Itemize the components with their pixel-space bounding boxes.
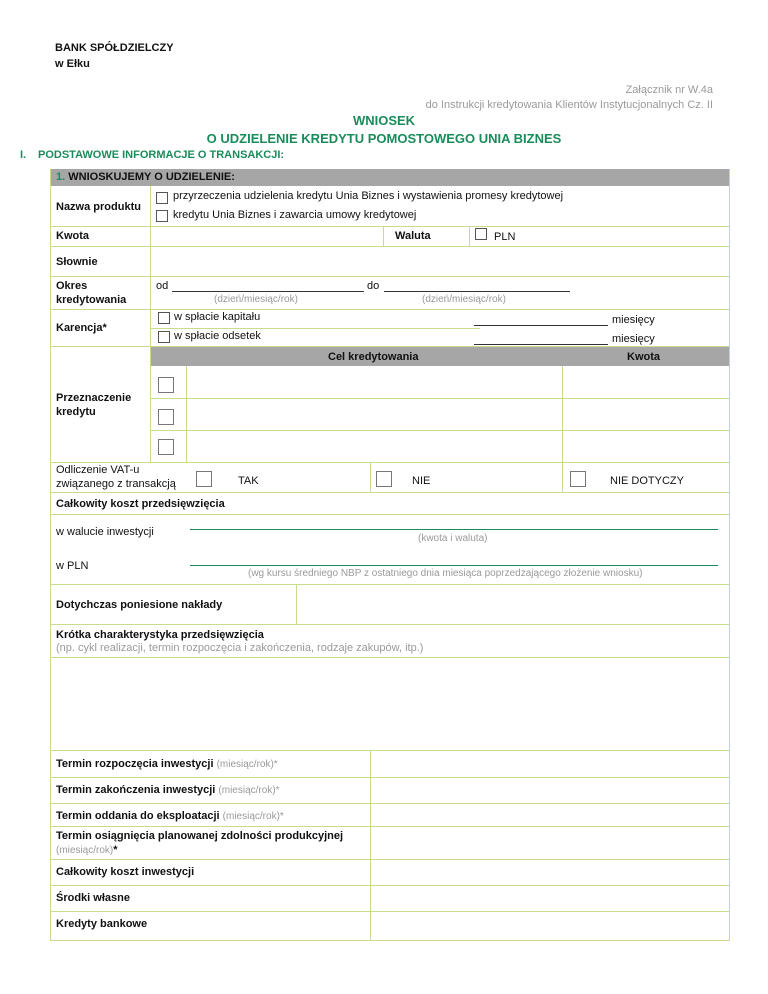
product-option-2-checkbox[interactable] (156, 210, 168, 222)
in-currency-hint: (kwota i waluta) (418, 533, 488, 544)
start-date-hint: (miesiąc/rok)* (216, 759, 278, 770)
vat-na-checkbox[interactable] (570, 471, 586, 487)
vat-yes-label: TAK (238, 475, 259, 487)
in-currency-input[interactable] (190, 529, 718, 530)
label-divider (150, 346, 151, 462)
period-from-hint: (dzień/miesiąc/rok) (214, 294, 298, 305)
period-to-hint: (dzień/miesiąc/rok) (422, 294, 506, 305)
own-funds-input[interactable] (371, 886, 729, 911)
in-pln-hint: (wg kursu średniego NBP z ostatniego dnia miesiąca poprzedzającego złożenie wniosku) (248, 568, 643, 579)
row-divider (150, 328, 480, 329)
label-divider (150, 276, 151, 346)
row-divider (50, 309, 730, 310)
in-pln-input[interactable] (190, 565, 718, 566)
end-date-label (56, 784, 280, 796)
section-number: I. (20, 149, 27, 161)
period-label-line-1: Okres (56, 280, 88, 292)
product-label: Nazwa produktu (56, 201, 141, 213)
capacity-date-hint (56, 844, 118, 856)
col-divider (383, 226, 384, 246)
capacity-date-input[interactable] (371, 827, 729, 859)
vat-label-line-1: Odliczenie VAT-u (56, 464, 140, 476)
table-header-text: WNIOSKUJEMY O UDZIELENIE: (68, 171, 235, 183)
table-header-number: 1. (56, 171, 66, 183)
commission-date-label (56, 810, 284, 822)
period-to-label: do (367, 280, 380, 292)
description-hint: (np. cykl realizacji, termin rozpoczęcia i zakończenia, rodzaje zakupów, itp.) (56, 642, 424, 654)
document-title: WNIOSEK (352, 113, 416, 128)
vat-na-label: NIE DOTYCZY (610, 475, 684, 487)
row-divider (50, 276, 730, 277)
col-divider (562, 366, 563, 462)
end-date-hint: (miesiąc/rok)* (218, 785, 280, 796)
in-currency-label: w walucie inwestycji (56, 526, 154, 538)
in-pln-label: w PLN (56, 560, 89, 572)
col-divider (562, 462, 563, 492)
commission-date-input[interactable] (371, 804, 729, 826)
currency-pln-label: PLN (494, 231, 516, 243)
currency-label: Waluta (395, 230, 431, 242)
start-date-label-text: Termin rozpoczęcia inwestycji (56, 758, 214, 770)
purpose-row-3-checkbox[interactable] (158, 439, 174, 455)
capacity-date-hint-text: (miesiąc/rok) (56, 845, 114, 856)
period-label-line-2: kredytowania (56, 294, 127, 306)
vat-no-checkbox[interactable] (376, 471, 392, 487)
table-left-border (50, 169, 51, 940)
col-divider (186, 366, 187, 462)
amount-input[interactable] (150, 226, 383, 246)
grace-label: Karencja* (56, 322, 107, 334)
capacity-date-label: Termin osiągnięcia planowanej zdolności produkcyjnej (56, 830, 344, 842)
description-input[interactable] (51, 658, 729, 750)
total-cost-label: Całkowity koszt przedsięwzięcia (56, 498, 225, 510)
currency-pln-checkbox[interactable] (475, 228, 487, 240)
bank-city: w Ełku (55, 58, 90, 70)
product-option-2-label: kredytu Unia Biznes i zawarcia umowy kredytowej (173, 209, 417, 221)
bank-loans-input[interactable] (371, 912, 729, 939)
start-date-label (56, 758, 278, 770)
purpose-label-line-1: Przeznaczenie (56, 392, 132, 404)
attachment-reference: do Instrukcji kredytowania Klientów Instytucjonalnych Cz. II (425, 99, 713, 111)
start-date-input[interactable] (371, 751, 729, 777)
vat-label-line-2: związanego z transakcją (56, 478, 176, 490)
amount-in-words-label: Słownie (56, 256, 98, 268)
total-investment-input[interactable] (371, 860, 729, 885)
amount-in-words-input[interactable] (150, 246, 729, 276)
capacity-date-asterisk: * (113, 844, 118, 856)
document-subtitle: O UDZIELENIE KREDYTU POMOSTOWEGO UNIA BIZNES (206, 131, 562, 146)
end-date-input[interactable] (371, 778, 729, 803)
vat-no-label: NIE (412, 475, 431, 487)
end-date-label-text: Termin zakończenia inwestycji (56, 784, 216, 796)
bank-name: BANK SPÓŁDZIELCZY (55, 42, 174, 54)
purpose-label-line-2: kredytu (56, 406, 96, 418)
row-divider (50, 624, 730, 625)
table-bottom-border (50, 940, 730, 941)
commission-date-hint: (miesiąc/rok)* (222, 811, 284, 822)
amount-label: Kwota (56, 230, 89, 242)
purpose-row-2-checkbox[interactable] (158, 409, 174, 425)
grace-interest-months-unit: miesięcy (612, 333, 655, 345)
col-divider (469, 226, 470, 246)
grace-interest-label: w spłacie odsetek (174, 330, 261, 342)
section-title: PODSTAWOWE INFORMACJE O TRANSAKCJI: (38, 149, 285, 161)
vat-yes-checkbox[interactable] (196, 471, 212, 487)
row-divider (150, 398, 730, 399)
product-option-1-checkbox[interactable] (156, 192, 168, 204)
col-divider (370, 462, 371, 492)
grace-interest-checkbox[interactable] (158, 331, 170, 343)
table-right-border (729, 169, 730, 940)
commission-date-label-text: Termin oddania do eksploatacji (56, 810, 220, 822)
total-investment-label: Całkowity koszt inwestycji (56, 866, 195, 878)
row-divider (50, 492, 730, 493)
own-funds-label: Środki własne (56, 892, 130, 904)
attachment-number: Załącznik nr W.4a (625, 84, 713, 96)
expenses-label: Dotychczas poniesione nakłady (56, 599, 223, 611)
purpose-row-1-checkbox[interactable] (158, 377, 174, 393)
row-divider (50, 462, 730, 463)
bank-loans-label: Kredyty bankowe (56, 918, 148, 930)
product-option-1-label: przyrzeczenia udzielenia kredytu Unia Biznes i wystawienia promesy kredytowej (173, 190, 564, 202)
grace-capital-months-input[interactable] (474, 325, 608, 326)
purpose-col-amount: Kwota (627, 351, 660, 363)
label-divider (150, 246, 151, 276)
grace-capital-months-unit: miesięcy (612, 314, 655, 326)
expenses-input[interactable] (297, 585, 729, 623)
period-to-input[interactable] (384, 291, 570, 292)
table-header (56, 171, 235, 183)
grace-capital-checkbox[interactable] (158, 312, 170, 324)
grace-interest-months-input[interactable] (474, 344, 608, 345)
period-from-label: od (156, 280, 169, 292)
grace-capital-label: w spłacie kapitału (174, 311, 261, 323)
row-divider (50, 514, 730, 515)
purpose-col-goal: Cel kredytowania (328, 351, 419, 363)
row-divider (150, 430, 730, 431)
period-from-input[interactable] (172, 291, 364, 292)
description-label: Krótka charakterystyka przedsięwzięcia (56, 629, 264, 641)
